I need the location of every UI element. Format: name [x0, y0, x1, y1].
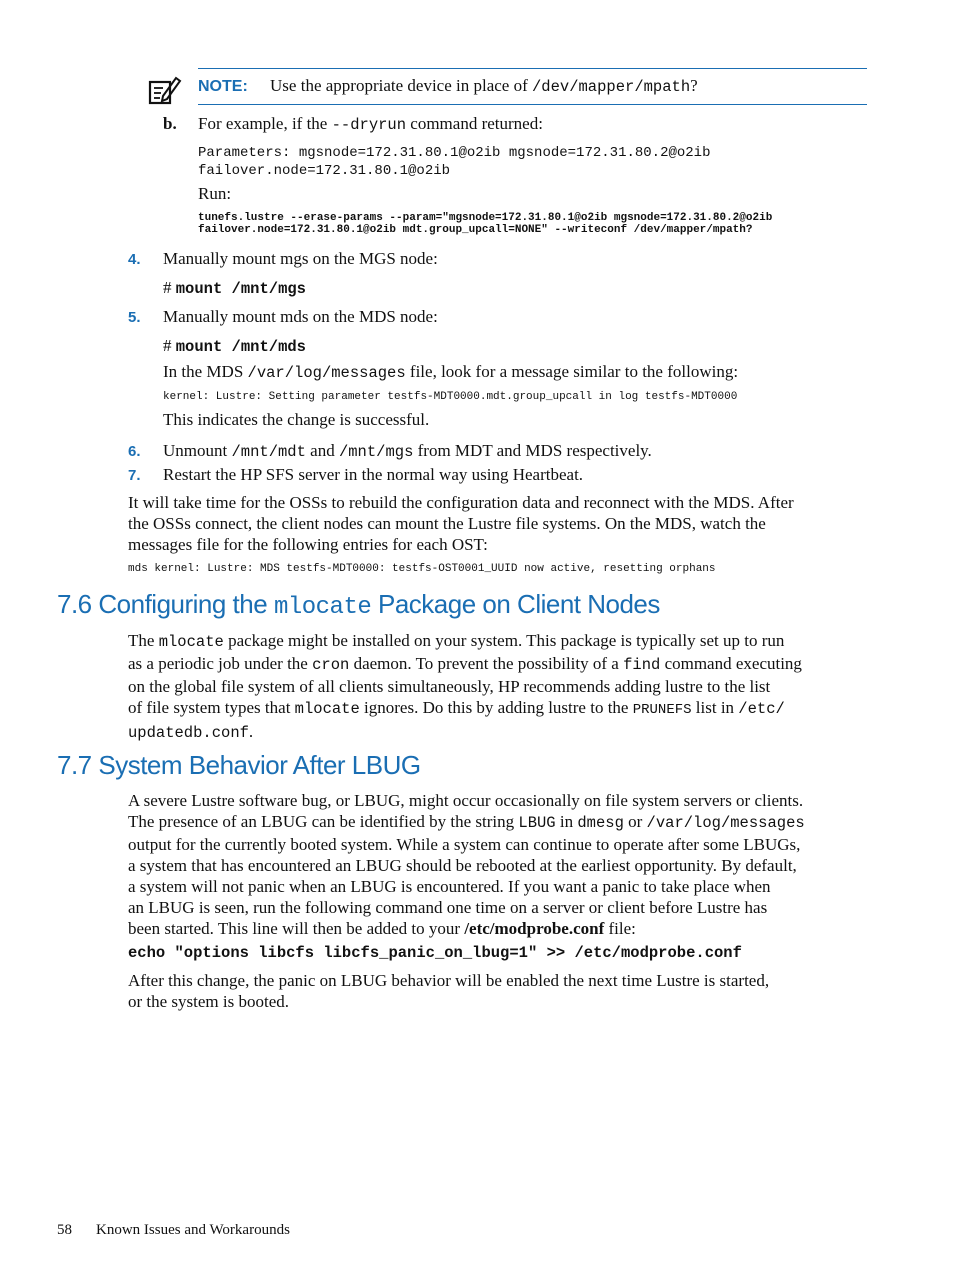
step-7-number: 7. — [128, 467, 141, 484]
section-7-7-body: A severe Lustre software bug, or LBUG, might occur occasionally on file system servers or clients. The presence of an LBUG can be identified by the string LBUG in dmesg or /var/log/messages output for the currently booted system. While a system can continue to operate after some LBUGs, a system that has encountered an LBUG should be rebooted at the earliest opportunity. By default, a system will not panic when an LBUG is encountered. If you want a panic to take place when an LBUG is seen, run the following command one time on a server or client before Lustre has been started. This line will then be added to your /etc/modprobe.conf file: — [128, 791, 805, 938]
step-7-text: Restart the HP SFS server in the normal way using Heartbeat. — [163, 465, 584, 484]
step-4-command: # mount /mnt/mgs — [163, 278, 306, 298]
step-5-number: 5. — [128, 309, 141, 326]
step-5-text: Manually mount mds on the MDS node: — [163, 307, 438, 326]
page-number: 58 — [57, 1222, 72, 1238]
tunefs-command: tunefs.lustre --erase-params --param="mgsnode=172.31.80.1@o2ib mgsnode=172.31.80.2@o2ib failover.node=172.31.80.1@o2ib mdt.group_upcall=NONE" --writeconf /dev/mapper/mpath? — [198, 212, 773, 236]
footer-chapter: Known Issues and Workarounds — [96, 1222, 290, 1238]
note: NOTE: Use the appropriate device in place of /dev/mapper/mpath? — [198, 76, 698, 96]
step-b-text: For example, if the --dryrun command returned: — [198, 114, 543, 134]
lbug-panic-command: echo "options libcfs libcfs_panic_on_lbug=1" >> /etc/modprobe.conf — [128, 944, 742, 962]
section-7-7-heading: 7.7 System Behavior After LBUG — [57, 750, 421, 780]
step-5-command: # mount /mnt/mds — [163, 336, 306, 356]
success-text: This indicates the change is successful. — [163, 410, 430, 429]
dryrun-code: --dryrun — [331, 116, 407, 134]
osss-paragraph: It will take time for the OSSs to rebuild the configuration data and reconnect with the MDS. After the OSSs connect, the client nodes can mount the Lustre file systems. On the MDS, watch the messages file for the following entries for each OST: — [128, 493, 794, 554]
section-7-6-body: The mlocate package might be installed on your system. This package is typically set up to run as a periodic job under the cron daemon. To prevent the possibility of a find command executing on the global file system of all clients simultaneously, HP recommends adding lustre to the list of file system types that mlocate ignores. Do this by adding lustre to the PRUNEFS list in /etc/ updatedb.conf. — [128, 631, 802, 742]
step-6-number: 6. — [128, 443, 141, 460]
note-text: Use the appropriate device in place of — [270, 76, 532, 95]
mds-entry-code: mds kernel: Lustre: MDS testfs-MDT0000: testfs-OST0001_UUID now active, resetting orphans — [128, 563, 716, 575]
kernel-message: kernel: Lustre: Setting parameter testfs-MDT0000.mdt.group_upcall in log testfs-MDT0000 — [163, 391, 738, 403]
step-b-marker: b. — [163, 114, 177, 133]
note-bottom-rule — [198, 104, 867, 105]
note-icon — [148, 74, 182, 111]
run-label: Run: — [198, 184, 232, 203]
mds-log-text: In the MDS /var/log/messages file, look for a message similar to the following: — [163, 362, 739, 382]
step-4-text: Manually mount mgs on the MGS node: — [163, 249, 438, 268]
section-7-6-heading: 7.6 Configuring the mlocate Package on Client Nodes — [57, 589, 660, 621]
step-6-text: Unmount /mnt/mdt and /mnt/mgs from MDT and MDS respectively. — [163, 441, 652, 461]
note-code: /dev/mapper/mpath — [532, 78, 691, 96]
section-7-7-after: After this change, the panic on LBUG behavior will be enabled the next time Lustre is started, or the system is booted. — [128, 971, 770, 1011]
dryrun-output: Parameters: mgsnode=172.31.80.1@o2ib mgsnode=172.31.80.2@o2ib failover.node=172.31.80.1@o2ib — [198, 145, 711, 179]
note-label: NOTE: — [198, 78, 248, 95]
step-4-number: 4. — [128, 251, 141, 268]
note-top-rule — [198, 68, 867, 69]
